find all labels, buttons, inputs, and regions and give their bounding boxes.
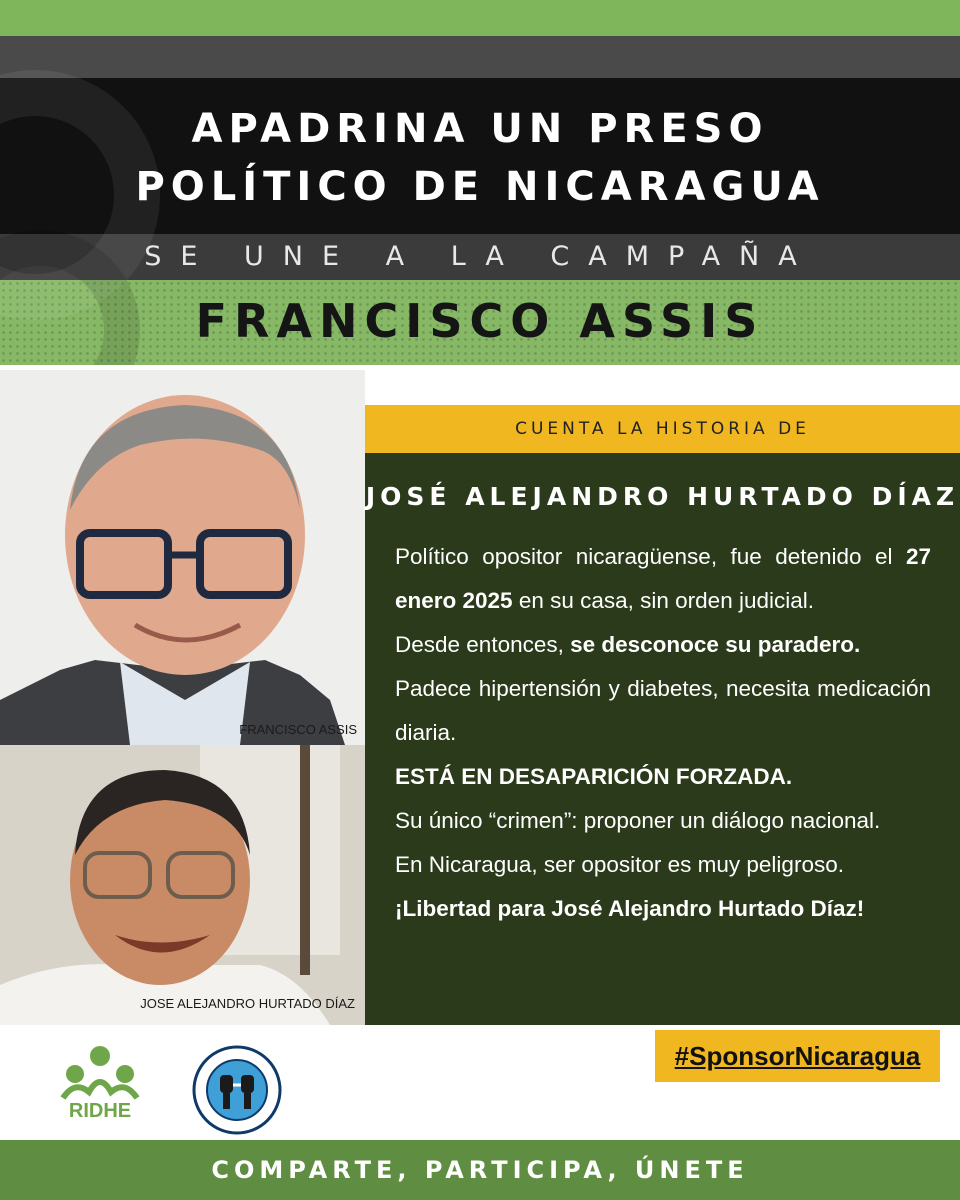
headline-line-2: POLÍTICO DE NICARAGUA <box>135 164 825 210</box>
forced-disappearance-statement: ESTÁ EN DESAPARICIÓN FORZADA. <box>395 764 793 789</box>
freedom-call: ¡Libertad para José Alejandro Hurtado Díaz! <box>395 896 865 921</box>
sponsor-portrait-icon <box>0 370 365 745</box>
hashtag-link[interactable]: #SponsorNicaragua <box>655 1030 940 1082</box>
story-emphasis: se desconoce su paradero. <box>570 632 861 657</box>
story-paragraph: Padece hipertensión y diabetes, necesita medicación diaria. <box>395 676 931 745</box>
prisoner-caption: JOSE ALEJANDRO HURTADO DÍAZ <box>140 996 355 1011</box>
story-paragraph <box>395 887 931 931</box>
story-text: en su casa, sin orden judicial. <box>512 588 814 613</box>
story-text: Político opositor nicaragüense, fue detenido el <box>395 544 906 569</box>
prisoner-portrait-icon <box>0 745 365 1025</box>
ridhe-logo-text: RIDHE <box>68 1100 132 1122</box>
prisoner-name: JOSÉ ALEJANDRO HURTADO DÍAZ <box>365 482 960 511</box>
grex-seal-icon <box>192 1045 282 1135</box>
headline-line-1: APADRINA UN PRESO <box>191 106 769 152</box>
story-paragraph <box>395 755 931 799</box>
sponsor-caption: FRANCISCO ASSIS <box>239 722 357 737</box>
detention-date: 27 enero 2025 <box>395 544 931 613</box>
campaign-name: FRANCISCO ASSIS <box>195 294 765 348</box>
header-gray-band <box>0 36 960 78</box>
sponsor-photo <box>0 370 365 745</box>
story-panel <box>365 405 960 1025</box>
story-header: CUENTA LA HISTORIA DE <box>365 405 960 453</box>
story-paragraph: En Nicaragua, ser opositor es muy peligroso. <box>395 852 844 877</box>
campaign-subline: SE UNE A LA CAMPAÑA <box>144 241 816 272</box>
story-paragraph <box>395 623 931 667</box>
story-paragraph <box>395 535 931 623</box>
header-banner <box>0 0 960 365</box>
prisoner-photo <box>0 745 365 1025</box>
story-body <box>395 535 931 931</box>
story-text: Desde entonces, <box>395 632 571 657</box>
top-green-stripe <box>0 0 960 36</box>
story-paragraph: Su único “crimen”: proponer un diálogo nacional. <box>395 808 881 833</box>
page-title <box>0 100 960 216</box>
footer-banner: COMPARTE, PARTICIPA, ÚNETE <box>0 1140 960 1200</box>
